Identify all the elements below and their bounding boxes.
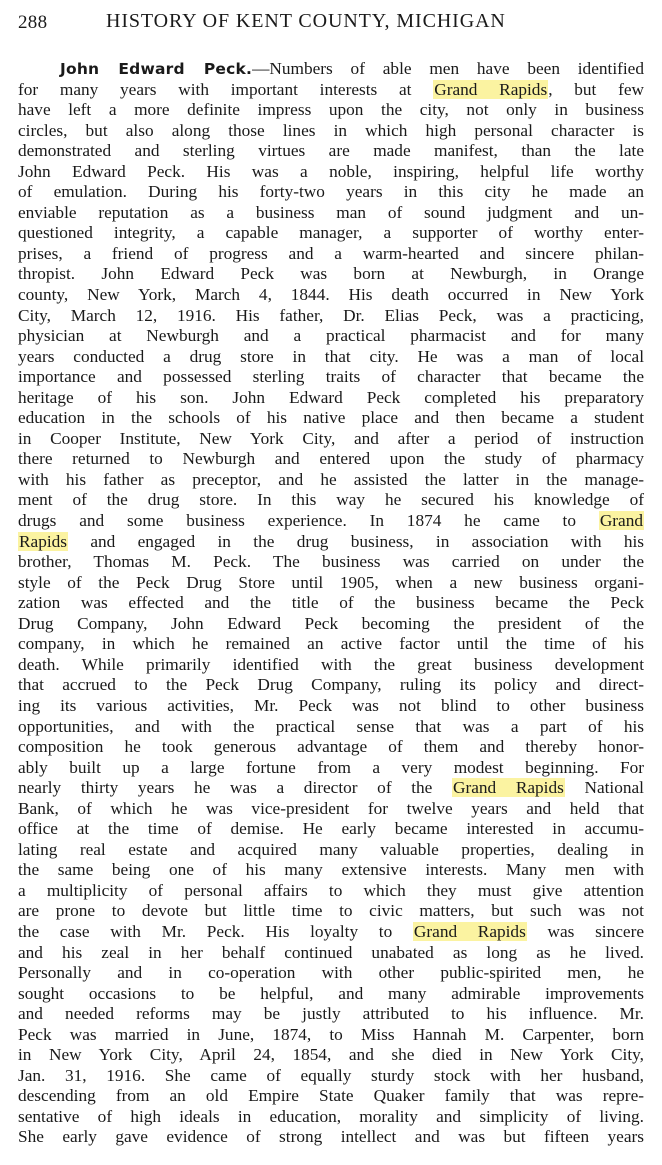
- text-line: [18, 717, 644, 738]
- text-line: [18, 285, 644, 306]
- text-line: [18, 799, 644, 820]
- text-segment: Personally and in co-operation with other public-spirited men, he: [18, 963, 644, 983]
- text-line: [18, 470, 644, 491]
- text-segment: questioned integrity, a capable manager, a supporter of worthy enter-: [18, 223, 644, 243]
- text-segment: —Numbers of able men have been identified: [252, 59, 644, 78]
- page-number: 288: [18, 12, 48, 33]
- text-segment: the same being one of his many extensive interests. Many men with: [18, 860, 644, 880]
- text-line: [18, 532, 644, 553]
- highlighted-term: Grand: [599, 511, 643, 531]
- text-line: [18, 675, 644, 696]
- text-segment: in Cooper Institute, New York City, and after a period of instruction: [18, 428, 644, 448]
- article-body: [18, 59, 644, 1148]
- text-line: [18, 203, 644, 224]
- text-line: [18, 696, 644, 717]
- text-segment: with his father as preceptor, and he assisted the latter in the manage-: [18, 469, 644, 489]
- text-line: [18, 264, 644, 285]
- text-segment: death. While primarily identified with the great business development: [18, 654, 644, 674]
- text-segment: circles, but also along those lines in which high personal character is: [18, 120, 644, 140]
- text-segment: county, New York, March 4, 1844. His death occurred in New York: [18, 285, 644, 305]
- text-segment: ing its various activities, Mr. Peck was not blind to other business: [18, 695, 644, 715]
- text-line: [18, 737, 644, 758]
- page-header: [18, 10, 648, 38]
- text-line: [18, 408, 644, 429]
- text-line: [18, 1086, 644, 1107]
- text-segment: Jan. 31, 1916. She came of equally sturdy stock with her husband,: [18, 1065, 644, 1085]
- text-segment: for many years with important interests at: [18, 79, 434, 99]
- text-line: [18, 367, 644, 388]
- text-segment: ably built up a large fortune from a very modest beginning. For: [18, 757, 644, 777]
- text-segment: opportunities, and with the practical sense that was a part of his: [18, 716, 644, 736]
- text-segment: company, in which he remained an active factor until the time of his: [18, 634, 644, 654]
- text-segment: sought occasions to be helpful, and many admirable improvements: [18, 983, 644, 1003]
- text-line: [18, 943, 644, 964]
- text-segment: ment of the drug store. In this way he secured his knowledge of: [18, 490, 644, 510]
- text-line: [18, 593, 644, 614]
- highlighted-term: Grand Rapids: [452, 778, 564, 798]
- text-segment: National: [564, 778, 644, 798]
- text-segment: Peck was married in June, 1874, to Miss Hannah M. Carpenter, born: [18, 1024, 644, 1044]
- text-line: [18, 901, 644, 922]
- text-line: [18, 59, 644, 80]
- text-segment: City, March 12, 1916. His father, Dr. Elias Peck, was a practicing,: [18, 305, 644, 325]
- text-segment: in New York City, April 24, 1854, and she died in New York City,: [18, 1045, 644, 1065]
- text-segment: of emulation. During his forty-two years in this city he made an: [18, 182, 644, 202]
- text-segment: and needed reforms may be justly attributed to his influence. Mr.: [18, 1004, 644, 1024]
- text-line: [18, 182, 644, 203]
- highlighted-term: Grand Rapids: [413, 921, 526, 941]
- text-line: [18, 1004, 644, 1025]
- text-line: [18, 80, 644, 101]
- text-line: [18, 860, 644, 881]
- text-segment: , but few: [548, 79, 644, 99]
- text-segment: Bank, of which he was vice-president for twelve years and held that: [18, 798, 644, 818]
- text-segment: years conducted a drug store in that city. He was a man of local: [18, 346, 644, 366]
- text-line: [18, 223, 644, 244]
- text-line: [18, 1127, 644, 1148]
- text-segment: nearly thirty years he was a director of the: [18, 778, 452, 798]
- text-line: [18, 819, 644, 840]
- text-line: [18, 655, 644, 676]
- text-segment: zation was effected and the title of the business became the Peck: [18, 593, 644, 613]
- text-line: [18, 1045, 644, 1066]
- text-segment: heritage of his son. John Edward Peck completed his preparatory: [18, 387, 644, 407]
- text-line: [18, 984, 644, 1005]
- text-line: [18, 634, 644, 655]
- text-line: [18, 490, 644, 511]
- text-segment: enviable reputation as a business man of sound judgment and un-: [18, 202, 644, 222]
- text-segment: drugs and some business experience. In 1874 he came to: [18, 511, 599, 531]
- text-segment: style of the Peck Drug Store until 1905, when a new business organi-: [18, 572, 644, 592]
- text-line: [18, 141, 644, 162]
- text-segment: and engaged in the drug business, in association with his: [68, 531, 644, 551]
- text-segment: descending from an old Empire State Quaker family that was repre-: [18, 1086, 644, 1106]
- highlighted-term: Rapids: [19, 531, 68, 551]
- text-segment: that accrued to the Peck Drug Company, ruling its policy and direct-: [18, 675, 644, 695]
- text-line: [18, 552, 644, 573]
- text-line: [18, 121, 644, 142]
- text-segment: physician at Newburgh and a practical pharmacist and for many: [18, 326, 644, 346]
- text-line: [18, 840, 644, 861]
- text-segment: brother, Thomas M. Peck. The business was carried on under the: [18, 552, 644, 572]
- text-line: [18, 326, 644, 347]
- text-line: [18, 100, 644, 121]
- text-segment: are prone to devote but little time to civic matters, but such was not: [18, 901, 644, 921]
- text-line: [18, 614, 644, 635]
- text-line: [18, 511, 644, 532]
- text-line: [18, 1025, 644, 1046]
- text-segment: Drug Company, John Edward Peck becoming the president of the: [18, 613, 644, 633]
- text-line: [18, 758, 644, 779]
- text-segment: prises, a friend of progress and a warm-hearted and sincere philan-: [18, 243, 644, 263]
- text-line: [18, 388, 644, 409]
- text-segment: education in the schools of his native place and then became a student: [18, 408, 644, 428]
- text-line: [18, 881, 644, 902]
- text-segment: was sincere: [526, 921, 644, 941]
- text-segment: have left a more definite impress upon the city, not only in business: [18, 100, 644, 120]
- text-line: [18, 922, 644, 943]
- text-segment: composition he took generous advantage of them and thereby honor-: [18, 737, 644, 757]
- text-line: [18, 1107, 644, 1128]
- text-segment: the case with Mr. Peck. His loyalty to: [18, 921, 413, 941]
- text-segment: importance and possessed sterling traits of character that became the: [18, 367, 644, 387]
- text-line: [18, 778, 644, 799]
- text-segment: and his zeal in her behalf continued unabated as long as he lived.: [18, 942, 644, 962]
- text-segment: there returned to Newburgh and entered upon the study of pharmacy: [18, 449, 644, 469]
- text-line: [18, 162, 644, 183]
- text-line: [18, 347, 644, 368]
- text-segment: lating real estate and acquired many valuable properties, dealing in: [18, 839, 644, 859]
- subject-name: John Edward Peck.: [60, 60, 253, 78]
- text-line: [18, 429, 644, 450]
- text-segment: demonstrated and sterling virtues are made manifest, than the late: [18, 141, 644, 161]
- text-line: [18, 244, 644, 265]
- text-line: [18, 573, 644, 594]
- text-segment: a multiplicity of personal affairs to which they must give attention: [18, 880, 644, 900]
- text-line: [18, 306, 644, 327]
- text-segment: sentative of high ideals in education, morality and simplicity of living.: [18, 1106, 644, 1126]
- text-segment: She early gave evidence of strong intellect and was but fifteen years: [18, 1127, 644, 1147]
- text-line: [18, 963, 644, 984]
- running-title: HISTORY OF KENT COUNTY, MICHIGAN: [106, 10, 506, 32]
- text-line: [18, 449, 644, 470]
- text-line: [18, 1066, 644, 1087]
- text-segment: John Edward Peck. His was a noble, inspiring, helpful life worthy: [18, 161, 644, 181]
- highlighted-term: Grand Rapids: [434, 79, 548, 99]
- text-segment: office at the time of demise. He early became interested in accumu-: [18, 819, 644, 839]
- text-segment: thropist. John Edward Peck was born at Newburgh, in Orange: [18, 264, 644, 284]
